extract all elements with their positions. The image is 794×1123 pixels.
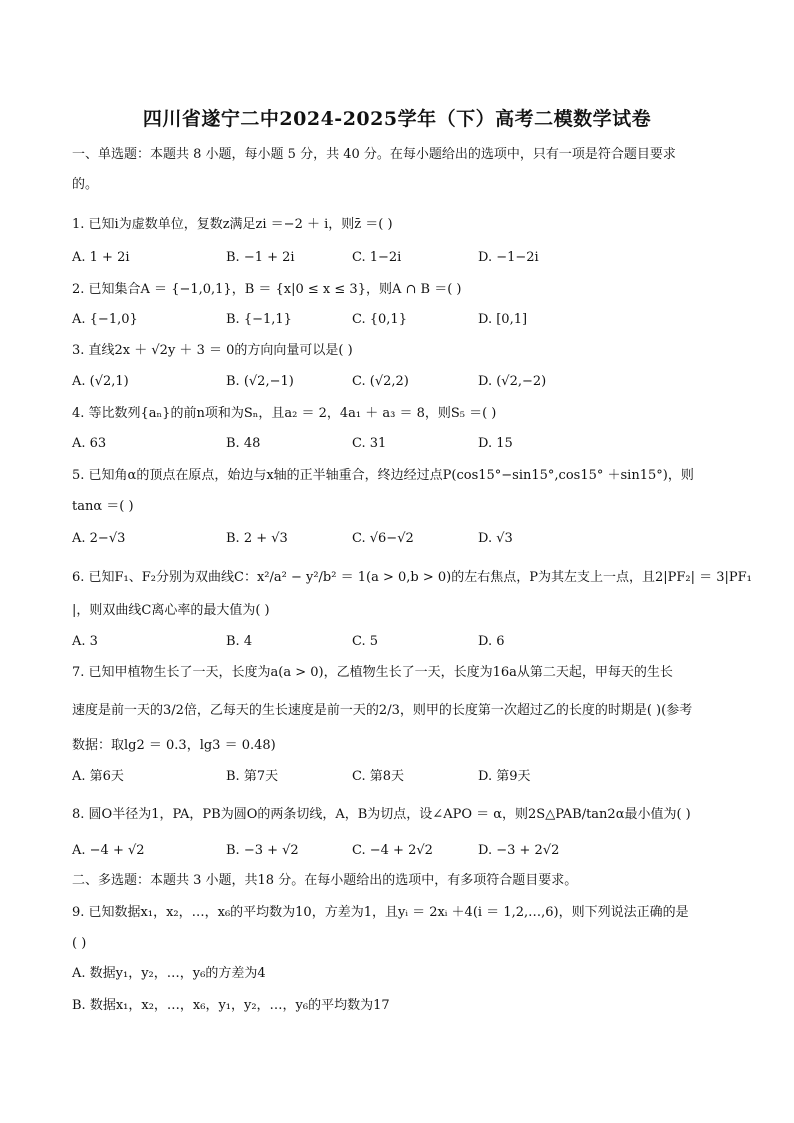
question-9-stem-cont: ( ) [72, 936, 87, 951]
question-7-option-b: B. 第7天 [226, 769, 279, 784]
question-2-option-a: A. {−1,0} [72, 312, 138, 327]
question-3-option-d: D. (√2,−2) [478, 374, 547, 389]
question-4-option-a: A. 63 [72, 436, 107, 451]
question-8-stem: 8. 圆O半径为1，PA，PB为圆O的两条切线，A，B为切点，设∠APO ＝ α，则2S△PAB/tan2α最小值为( ) [72, 807, 691, 822]
section1-heading-cont: 的。 [72, 177, 99, 192]
question-4-option-c: C. 31 [352, 436, 387, 451]
question-1-stem: 1. 已知i为虚数单位，复数z满足zi ＝−2 ＋ i，则z̄ ＝( ) [72, 217, 393, 232]
question-7-stem-cont2: 数据：取lg2 ＝ 0.3，lg3 ＝ 0.48) [72, 738, 276, 753]
question-9-option-b: B. 数据x₁，x₂，…，x₆，y₁，y₂，…，y₆的平均数为17 [72, 998, 390, 1013]
question-5-option-b: B. 2 + √3 [226, 531, 288, 546]
question-3-option-c: C. (√2,2) [352, 374, 409, 389]
question-8-option-a: A. −4 + √2 [72, 843, 145, 858]
question-7-stem-cont1: 速度是前一天的3/2倍，乙每天的生长速度是前一天的2/3，则甲的长度第一次超过乙的长度的时期是( )(参考 [72, 703, 693, 718]
question-4-stem: 4. 等比数列{aₙ}的前n项和为Sₙ，且a₂ ＝ 2，4a₁ ＋ a₃ ＝ 8，则S₅ ＝( ) [72, 406, 497, 421]
question-9-stem: 9. 已知数据x₁，x₂，…，x₆的平均数为10，方差为1，且yᵢ ＝ 2xᵢ ＋4(i ＝ 1,2,…,6)，则下列说法正确的是 [72, 905, 689, 920]
question-5-stem-cont: tanα ＝( ) [72, 499, 134, 514]
section1-heading: 一、单选题：本题共 8 小题，每小题 5 分，共 40 分。在每小题给出的选项中，只有一项是符合题目要求 [72, 147, 676, 162]
question-1-option-c: C. 1−2i [352, 250, 402, 265]
question-6-stem: 6. 已知F₁、F₂分别为双曲线C：x²/a² − y²/b² ＝ 1(a > 0,b > 0)的左右焦点，P为其左支上一点，且2|PF₂| ＝ 3|PF₁ [72, 570, 752, 585]
question-2-stem: 2. 已知集合A ＝ {−1,0,1}，B ＝ {x|0 ≤ x ≤ 3}，则A ∩ B ＝( ) [72, 282, 462, 297]
question-5-stem: 5. 已知角α的顶点在原点，始边与x轴的正半轴重合，终边经过点P(cos15°−sin15°,cos15° ＋sin15°)，则 [72, 468, 694, 483]
question-5-option-a: A. 2−√3 [72, 531, 126, 546]
question-1-option-a: A. 1 + 2i [72, 250, 130, 265]
question-6-option-b: B. 4 [226, 634, 253, 649]
question-3-option-b: B. (√2,−1) [226, 374, 294, 389]
question-7-option-a: A. 第6天 [72, 769, 124, 784]
question-7-stem: 7. 已知甲植物生长了一天，长度为a(a > 0)，乙植物生长了一天，长度为16a从第二天起，甲每天的生长 [72, 665, 673, 680]
question-4-option-d: D. 15 [478, 436, 513, 451]
question-9-option-a: A. 数据y₁，y₂，…，y₆的方差为4 [72, 966, 266, 981]
question-6-option-d: D. 6 [478, 634, 505, 649]
question-7-option-c: C. 第8天 [352, 769, 405, 784]
question-7-option-d: D. 第9天 [478, 769, 531, 784]
question-8-option-c: C. −4 + 2√2 [352, 843, 433, 858]
question-3-option-a: A. (√2,1) [72, 374, 129, 389]
question-2-option-c: C. {0,1} [352, 312, 407, 327]
question-4-option-b: B. 48 [226, 436, 261, 451]
section2-heading: 二、多选题：本题共 3 小题，共18 分。在每小题给出的选项中，有多项符合题目要求。 [72, 873, 578, 888]
question-2-option-d: D. [0,1] [478, 312, 528, 327]
question-2-option-b: B. {−1,1} [226, 312, 292, 327]
question-5-option-d: D. √3 [478, 531, 513, 546]
question-1-option-d: D. −1−2i [478, 250, 539, 265]
page-title: 四川省遂宁二中2024-2025学年（下）高考二模数学试卷 [142, 108, 652, 130]
question-3-stem: 3. 直线2x ＋ √2y ＋ 3 ＝ 0的方向向量可以是( ) [72, 343, 353, 358]
question-6-stem-cont: |，则双曲线C离心率的最大值为( ) [72, 603, 270, 618]
question-5-option-c: C. √6−√2 [352, 531, 414, 546]
question-8-option-d: D. −3 + 2√2 [478, 843, 560, 858]
question-8-option-b: B. −3 + √2 [226, 843, 299, 858]
question-6-option-a: A. 3 [72, 634, 98, 649]
question-1-option-b: B. −1 + 2i [226, 250, 295, 265]
question-6-option-c: C. 5 [352, 634, 379, 649]
